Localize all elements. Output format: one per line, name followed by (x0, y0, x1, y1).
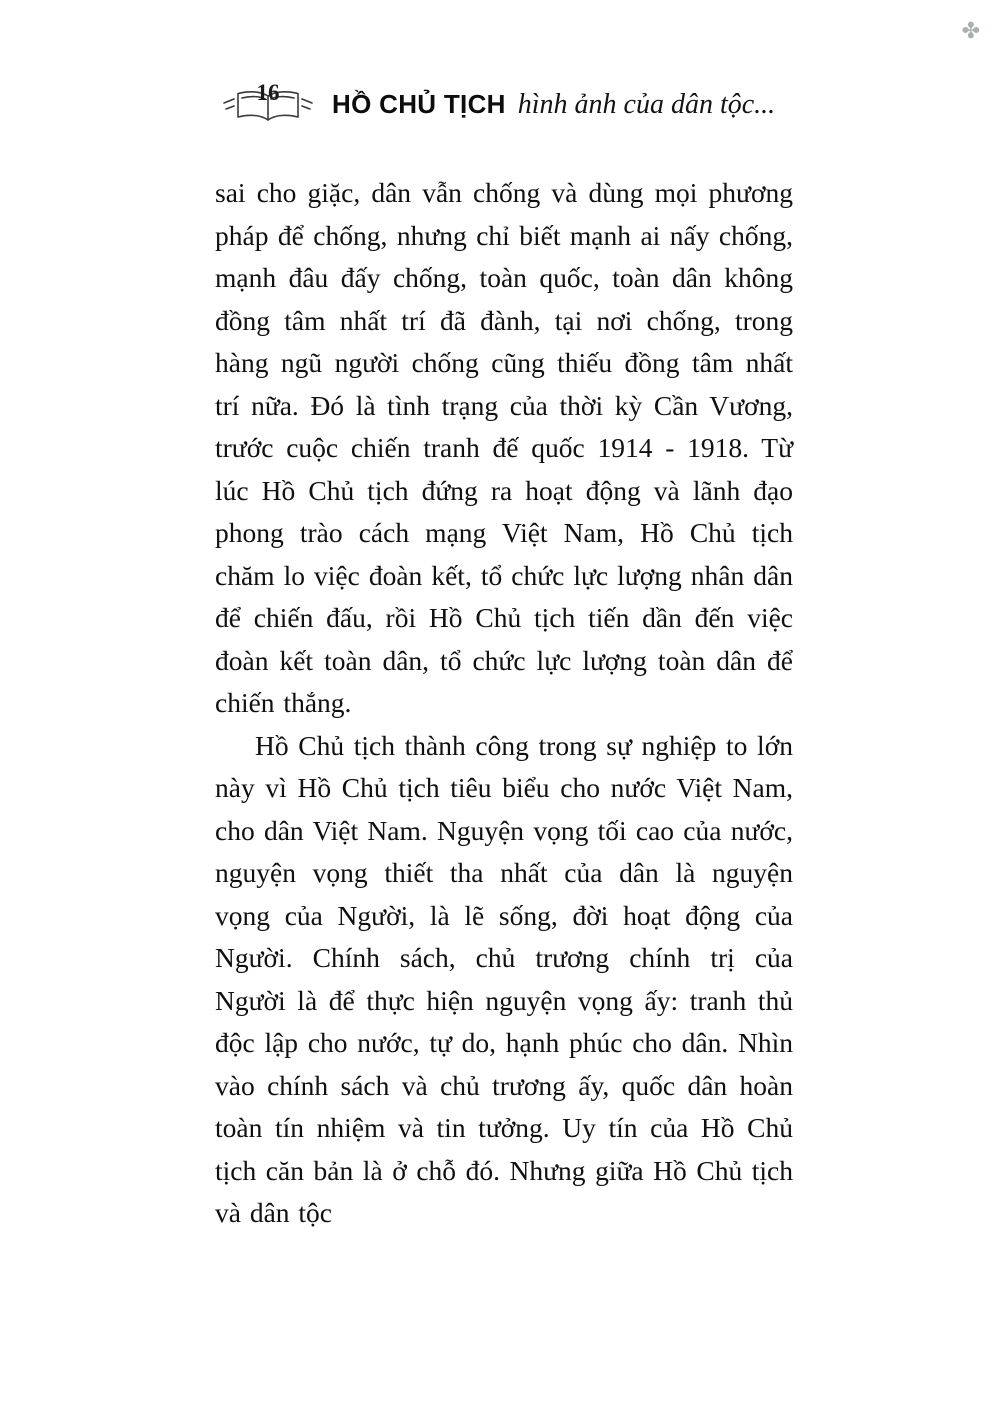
running-head (332, 89, 775, 121)
flower-icon: ✤ (961, 18, 980, 43)
page-header (222, 80, 802, 130)
running-head-subtitle: hình ảnh của dân tộc... (517, 89, 776, 120)
page-number: 16 (256, 80, 280, 105)
open-book-icon (222, 82, 314, 128)
paragraph: Hồ Chủ tịch thành công trong sự nghiệp to lớn này vì Hồ Chủ tịch tiêu biểu cho nước Việt Nam, cho dân Việt Nam. Nguyện vọng tối cao của nước, nguyện vọng thiết tha nhất của dân là nguyện vọng của Người, là lẽ sống, đời hoạt động của Người. Chính sách, chủ trương chính trị của Người là để thực hiện nguyện vọng ấy: tranh thủ độc lập cho nước, tự do, hạnh phúc cho dân. Nhìn vào chính sách và chủ trương ấy, quốc dân hoàn toàn tín nhiệm và tin tưởng. Uy tín của Hồ Chủ tịch căn bản là ở chỗ đó. Nhưng giữa Hồ Chủ tịch và dân tộc (215, 729, 793, 1228)
page-body (215, 172, 793, 1235)
paragraph: sai cho giặc, dân vẫn chống và dùng mọi phương pháp để chống, nhưng chỉ biết mạnh ai nấy chống, mạnh đâu đấy chống, toàn quốc, toàn dân không đồng tâm nhất trí đã đành, tại nơi chống, trong hàng ngũ người chống cũng thiếu đồng tâm nhất trí nữa. Đó là tình trạng của thời kỳ Cần Vương, trước cuộc chiến tranh đế quốc 1914 - 1918. Từ lúc Hồ Chủ tịch đứng ra hoạt động và lãnh đạo phong trào cách mạng Việt Nam, Hồ Chủ tịch chăm lo việc đoàn kết, tổ chức lực lượng nhân dân để chiến đấu, rồi Hồ Chủ tịch tiến dần đến việc đoàn kết toàn dân, tổ chức lực lượng toàn dân để chiến thắng. (215, 177, 793, 718)
running-head-title: HỒ CHỦ TỊCH (332, 89, 506, 119)
